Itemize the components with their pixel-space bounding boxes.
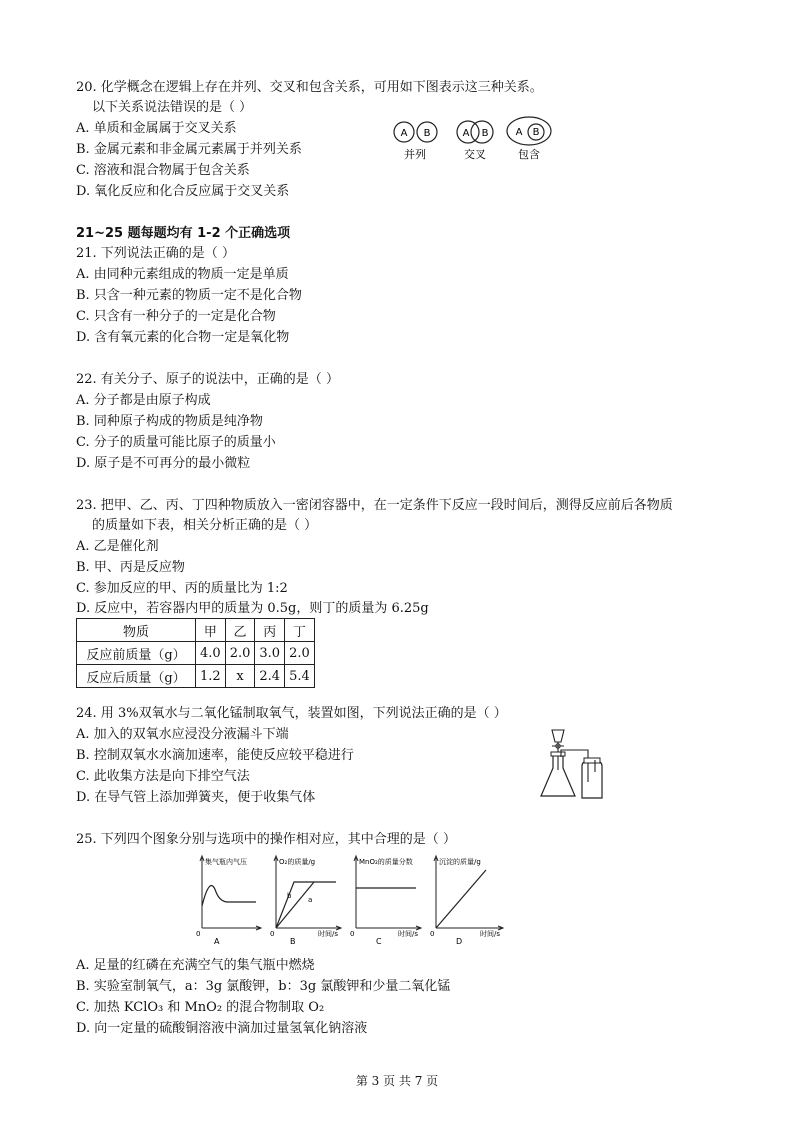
- q25-option-a: A. 足量的红磷在充满空气的集气瓶中燃烧: [76, 958, 315, 973]
- table-header-cell: 乙: [225, 619, 255, 642]
- mass-table: [76, 618, 315, 688]
- venn-caption-contain: 包含: [518, 148, 540, 161]
- table-cell: 4.0: [196, 642, 226, 665]
- table-header-cell: 丁: [285, 619, 315, 642]
- q21-stem: 21. 下列说法正确的是（ ）: [76, 246, 235, 261]
- q23-option-c: C. 参加反应的甲、丙的质量比为 1:2: [76, 581, 288, 596]
- venn-relationship-diagram: [388, 114, 558, 164]
- q24-option-b: B. 控制双氧水水滴加速率，能使反应较平稳进行: [76, 748, 354, 763]
- table-cell: 2.0: [285, 642, 315, 665]
- q25-stem: 25. 下列四个图象分别与选项中的操作相对应，其中合理的是（ ）: [76, 832, 456, 847]
- q21-option-a: A. 由同种元素组成的物质一定是单质: [76, 267, 289, 282]
- section-note: 21~25 题每题均有 1-2 个正确选项: [76, 226, 291, 241]
- oxygen-apparatus-diagram: [536, 724, 616, 802]
- table-header-row: [77, 619, 315, 642]
- q22-option-c: C. 分子的质量可能比原子的质量小: [76, 435, 276, 450]
- q20-stem-line2: 以下关系说法错误的是（ ）: [92, 100, 253, 115]
- q21-option-b: B. 只含一种元素的物质一定不是化合物: [76, 288, 302, 303]
- q23-stem-line2: 的质量如下表，相关分析正确的是（ ）: [92, 518, 318, 533]
- graph-d-ylabel: 沉淀的质量/g: [439, 858, 481, 866]
- q20-option-d: D. 氧化反应和化合反应属于交叉关系: [76, 184, 290, 199]
- q22-stem: 22. 有关分子、原子的说法中，正确的是（ ）: [76, 372, 339, 387]
- q23-option-b: B. 甲、丙是反应物: [76, 560, 185, 575]
- graph-c-ylabel: MnO₂的质量分数: [359, 858, 413, 866]
- graph-a: [196, 856, 261, 946]
- table-cell: 反应后质量（g）: [77, 665, 196, 688]
- graph-d: [430, 856, 503, 946]
- q25-option-b: B. 实验室制氧气，a：3g 氯酸钾，b：3g 氯酸钾和少量二氧化锰: [76, 979, 451, 994]
- q20-option-a: A. 单质和金属属于交叉关系: [76, 121, 237, 136]
- graph-b-curve-b-label: b: [287, 892, 292, 900]
- table-row: [77, 665, 315, 688]
- table-cell: x: [225, 665, 255, 688]
- table-header-cell: 物质: [77, 619, 196, 642]
- venn2-label-b: B: [481, 128, 489, 139]
- q24-option-c: C. 此收集方法是向下排空气法: [76, 769, 250, 784]
- q23-option-d: D. 反应中，若容器内甲的质量为 0.5g，则丁的质量为 6.25g: [76, 601, 429, 616]
- venn1-label-a: A: [400, 128, 408, 139]
- table-header-cell: 丙: [255, 619, 285, 642]
- q21-option-c: C. 只含有一种分子的一定是化合物: [76, 309, 276, 324]
- q23-option-a: A. 乙是催化剂: [76, 539, 159, 554]
- page-footer: 第 3 页 共 7 页: [355, 1074, 439, 1088]
- q22-option-b: B. 同种原子构成的物质是纯净物: [76, 414, 263, 429]
- graph-b-curve-a-label: a: [308, 896, 313, 904]
- table-cell: 3.0: [255, 642, 285, 665]
- graph-b: [270, 856, 341, 946]
- graph-b-caption: B: [290, 937, 296, 946]
- venn3-label-a: A: [515, 127, 523, 138]
- q25-option-c: C. 加热 KClO₃ 和 MnO₂ 的混合物制取 O₂: [76, 1000, 325, 1015]
- graph-a-caption: A: [214, 937, 220, 946]
- venn-caption-intersect: 交叉: [464, 148, 486, 161]
- q22-option-a: A. 分子都是由原子构成: [76, 393, 211, 408]
- graph-d-origin: 0: [430, 930, 435, 938]
- table-row: [77, 642, 315, 665]
- table-header-cell: 甲: [196, 619, 226, 642]
- venn2-label-a: A: [462, 128, 470, 139]
- q20-option-c: C. 溶液和混合物属于包含关系: [76, 163, 250, 178]
- q25-graphs: [190, 852, 510, 948]
- venn3-label-b: B: [532, 127, 540, 138]
- q24-option-d: D. 在导气管上添加弹簧夹，便于收集气体: [76, 790, 316, 805]
- graph-c-origin: 0: [350, 930, 355, 938]
- q23-stem-line1: 23. 把甲、乙、丙、丁四种物质放入一密闭容器中，在一定条件下反应一段时间后，测得反应前后各物质: [76, 498, 673, 513]
- graph-b-xlabel: 时间/s: [318, 930, 339, 938]
- table-cell: 2.4: [255, 665, 285, 688]
- venn1-label-b: B: [423, 128, 431, 139]
- graph-d-xlabel: 时间/s: [480, 930, 501, 938]
- graph-c: [350, 856, 421, 946]
- q20-stem-line1: 20. 化学概念在逻辑上存在并列、交叉和包含关系，可用如下图表示这三种关系。: [76, 80, 543, 95]
- q25-option-d: D. 向一定量的硫酸铜溶液中滴加过量氢氧化钠溶液: [76, 1021, 368, 1036]
- graph-d-caption: D: [456, 937, 463, 946]
- q24-stem: 24. 用 3%双氧水与二氧化锰制取氧气，装置如图，下列说法正确的是（ ）: [76, 706, 507, 721]
- graph-c-xlabel: 时间/s: [398, 930, 419, 938]
- table-cell: 反应前质量（g）: [77, 642, 196, 665]
- graph-b-origin: 0: [270, 930, 275, 938]
- graph-a-ylabel: 集气瓶内气压: [205, 858, 247, 866]
- graph-c-caption: C: [376, 937, 382, 946]
- q22-option-d: D. 原子是不可再分的最小微粒: [76, 456, 251, 471]
- graph-a-origin: 0: [196, 930, 201, 938]
- graph-b-ylabel: O₂的质量/g: [279, 858, 316, 866]
- table-cell: 1.2: [196, 665, 226, 688]
- table-cell: 5.4: [285, 665, 315, 688]
- q20-option-b: B. 金属元素和非金属元素属于并列关系: [76, 142, 302, 157]
- q24-option-a: A. 加入的双氧水应浸没分液漏斗下端: [76, 727, 289, 742]
- q21-option-d: D. 含有氧元素的化合物一定是氧化物: [76, 330, 290, 345]
- table-cell: 2.0: [225, 642, 255, 665]
- venn-caption-parallel: 并列: [404, 148, 426, 161]
